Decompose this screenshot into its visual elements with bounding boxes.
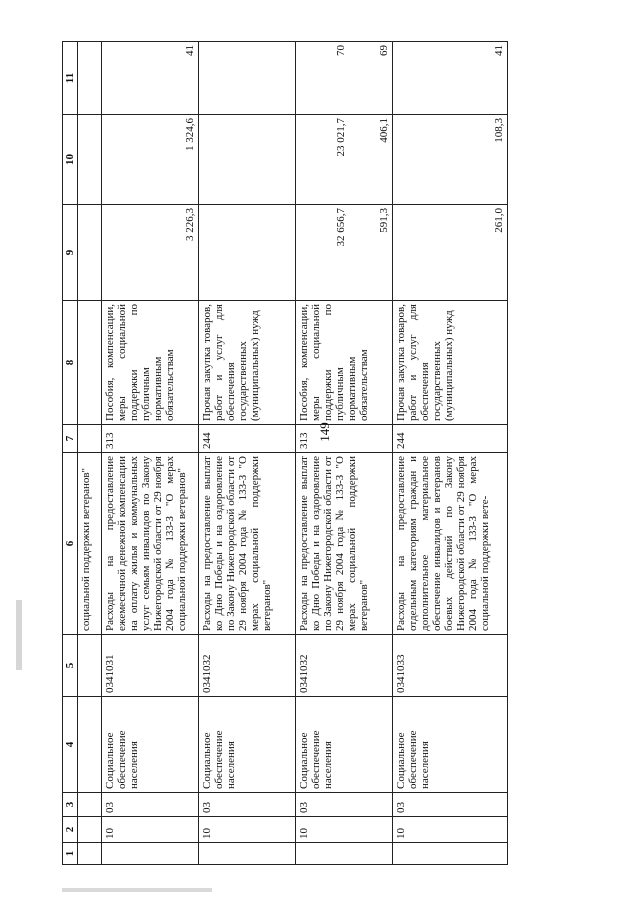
cell-expense-name: Пособия, компенсации, меры социальной поддержки по публичным нормативным обязательствам — [296, 301, 393, 425]
cell-target-name: Расходы на предоставление отдельным категориям граждан и дополнительное материальное обеспечение инвалидов и ветеранов боевых действий по Закону Нижегородской области от 29 ноября 2004 года № 133-З "О мерах социальной поддержки вете- — [393, 453, 508, 635]
cell-expense-name — [78, 301, 102, 425]
cell-name — [78, 697, 102, 793]
cell-expense-name: Прочая закупка товаров, работ и услуг для обеспечения государственных (муниципальных) нужд — [199, 301, 296, 425]
col-header-3: 3 — [63, 793, 78, 817]
scan-bottom-mark — [62, 888, 212, 892]
cell-col-1 — [296, 843, 393, 865]
cell-percent — [199, 42, 347, 115]
cell-target-code: 0341033 — [393, 635, 508, 697]
between-percent: 70 — [335, 45, 347, 56]
col-header-7: 7 — [63, 425, 78, 453]
cell-section: 10 — [199, 817, 296, 843]
col-header-5: 5 — [63, 635, 78, 697]
cell-section — [78, 817, 102, 843]
between-plan: 32 656,7 — [335, 208, 347, 247]
budget-table-rotated — [62, 42, 583, 865]
cell-name: Социальное обеспечение населения — [199, 697, 296, 793]
page-number: 149 — [317, 422, 332, 442]
cell-plan: 261,0 — [393, 205, 508, 301]
cell-expense-type — [78, 425, 102, 453]
cell-plan: 3 226,3 — [102, 205, 199, 301]
cell-target-code: 0341032 — [296, 635, 393, 697]
cell-percent: 41 — [102, 42, 199, 115]
table-row — [296, 42, 393, 865]
column-number-row — [63, 42, 78, 865]
table-row — [393, 42, 508, 865]
cell-actual: 1 324,6 — [102, 115, 199, 205]
col-header-2: 2 — [63, 817, 78, 843]
cell-expense-name: Пособия, компенсации, меры социальной поддержки по публичным нормативным обязательствам — [102, 301, 199, 425]
col-header-4: 4 — [63, 697, 78, 793]
cell-section: 10 — [296, 817, 393, 843]
cell-col-1 — [102, 843, 199, 865]
cell-col-1 — [393, 843, 508, 865]
cell-col-1 — [199, 843, 296, 865]
cell-percent — [78, 42, 102, 115]
scan-margin-mark — [16, 600, 22, 670]
cell-target-code: 0341032 — [199, 635, 296, 697]
table-row — [102, 42, 199, 865]
cell-subsection: 03 — [199, 793, 296, 817]
cell-name: Социальное обеспечение населения — [102, 697, 199, 793]
cell-target-name: Расходы на предоставление выплат ко Дню Победы и на оздоровление по Закону Нижегородской области от 29 ноября 2004 года № 133-З "О мерах социальной поддержки ветеранов" — [199, 453, 296, 635]
cell-actual: 108,3 — [393, 115, 508, 205]
table-row — [199, 42, 296, 865]
cell-subsection — [78, 793, 102, 817]
col-header-11: 11 — [63, 42, 78, 115]
cell-expense-type: 244 — [393, 425, 508, 453]
col-header-9: 9 — [63, 205, 78, 301]
between-actual: 23 021,7 — [335, 118, 347, 157]
cell-subsection: 03 — [102, 793, 199, 817]
col-header-1: 1 — [63, 843, 78, 865]
cell-plan — [78, 205, 102, 301]
table-row — [78, 42, 102, 865]
cell-col-1 — [78, 843, 102, 865]
cell-name: Социальное обеспечение населения — [393, 697, 508, 793]
cell-section: 10 — [102, 817, 199, 843]
cell-target-name: Расходы на предоставление выплат ко Дню Победы и на оздоровление по Закону Нижегородской области от 29 ноября 2004 года № 133-З "О мерах социальной поддержки ветеранов" — [296, 453, 393, 635]
col-header-10: 10 — [63, 115, 78, 205]
budget-table — [62, 41, 508, 865]
col-header-8: 8 — [63, 301, 78, 425]
cell-section: 10 — [393, 817, 508, 843]
cell-name: Социальное обеспечение населения — [296, 697, 393, 793]
cell-expense-type: 244 — [199, 425, 296, 453]
col-header-6: 6 — [63, 453, 78, 635]
cell-subsection: 03 — [296, 793, 393, 817]
cell-target-name: Расходы на предоставление ежемесячной денежной компенсации на оплату жилья и коммунальных услуг семьям инвалидов по Закону Нижегородской области от 29 ноября 2004 года № 133-З "О мерах социальной поддержки ветеранов" — [102, 453, 199, 635]
cell-percent: 41 — [393, 42, 508, 115]
cell-actual — [199, 115, 347, 205]
cell-expense-name: Прочая закупка товаров, работ и услуг для обеспечения государственных (муниципальных) нужд — [393, 301, 508, 425]
cell-target-code: 0341031 — [102, 635, 199, 697]
cell-plan — [199, 205, 347, 301]
cell-subsection: 03 — [393, 793, 508, 817]
cell-expense-type: 313 — [102, 425, 199, 453]
cell-actual: 406,1 — [296, 115, 393, 205]
cell-actual — [78, 115, 102, 205]
cell-target-name: социальной поддержки ветеранов" — [78, 453, 102, 635]
cell-target-code — [78, 635, 102, 697]
cell-percent: 69 — [296, 42, 393, 115]
cell-expense-type: 313 — [296, 425, 393, 453]
cell-plan: 591,3 — [296, 205, 393, 301]
